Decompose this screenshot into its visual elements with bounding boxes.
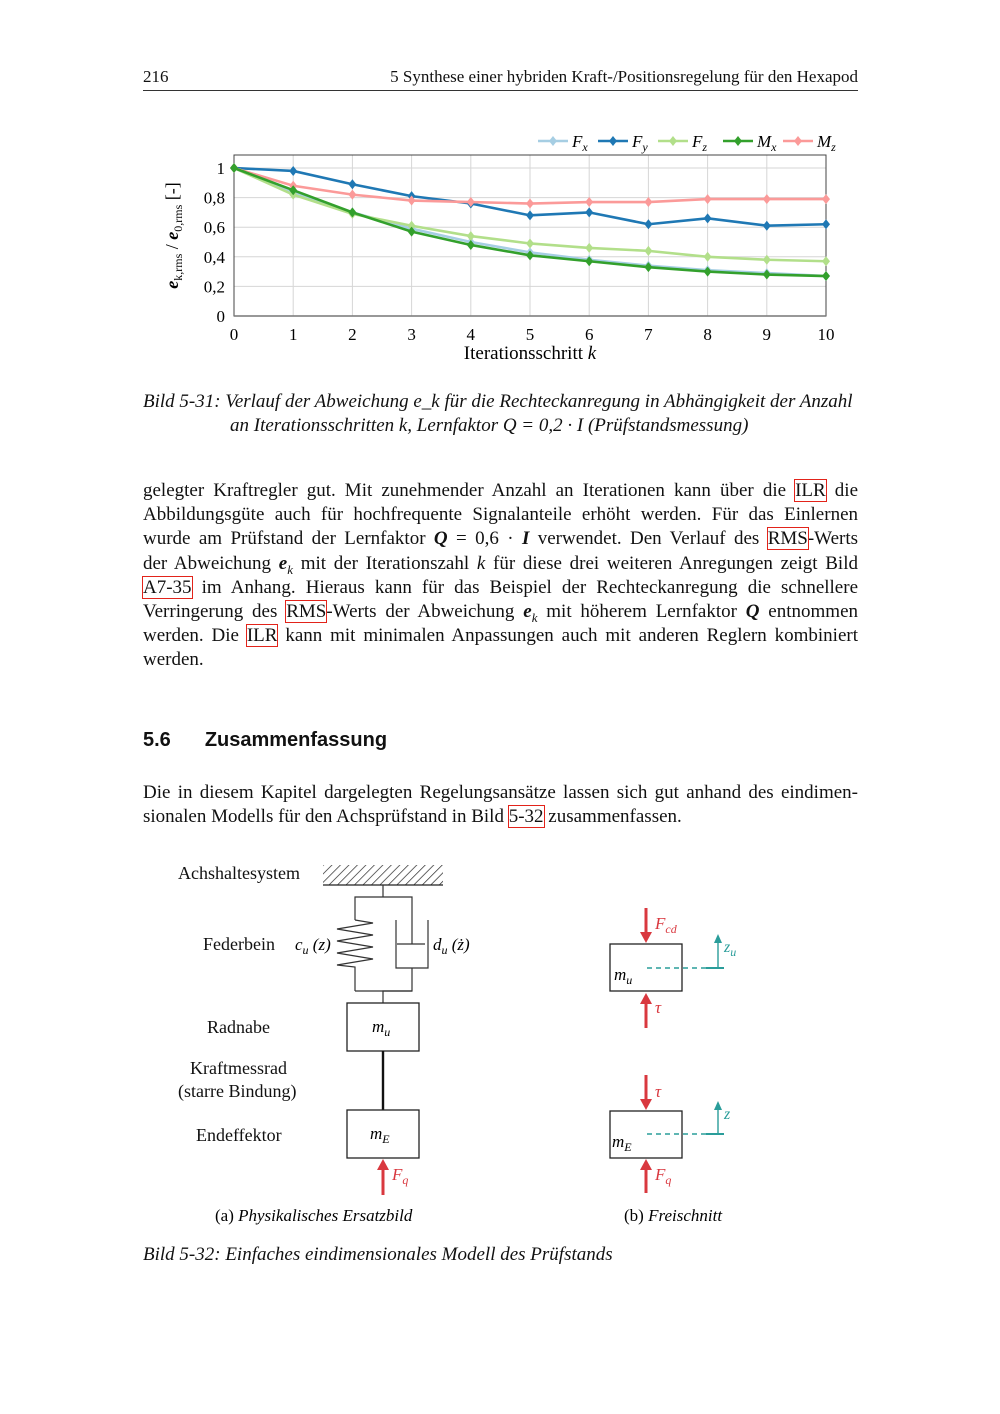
force-fq-label: $F_q$ — [392, 1165, 409, 1187]
cross-reference-link[interactable]: 5-32 — [508, 806, 544, 828]
cross-reference-link[interactable]: RMS — [286, 600, 327, 622]
x-tick-label: 10 — [817, 325, 835, 344]
label-endeffektor: Endeffektor — [196, 1125, 282, 1145]
y-tick-label: 1 — [216, 159, 225, 178]
running-header: 5 Synthese einer hybriden Kraft-/Positionsregelung für den Hexapod — [390, 67, 858, 86]
displacement-arrow-icon — [714, 1101, 722, 1110]
arrow-up-icon — [377, 1159, 389, 1170]
spring-damper — [337, 885, 428, 1003]
math-symbol: I — [521, 528, 530, 550]
text: sionalen Modells für den Achsprüfstand in Bild — [143, 806, 509, 828]
freebody-mu-label: $m_u$ — [614, 965, 633, 987]
force-fcd-label: $F_{cd}$ — [655, 914, 677, 936]
text: mit höherem Lernfaktor — [537, 600, 746, 622]
text: für diese drei weiteren Anregungen zeigt Bild — [485, 552, 858, 574]
x-tick-label: 2 — [348, 325, 357, 344]
x-tick-label: 3 — [407, 325, 416, 344]
displacement-arrow-icon — [714, 934, 722, 943]
math-symbol: $e_k$ — [278, 552, 293, 577]
arrow-down-icon — [640, 932, 652, 943]
spring-icon — [337, 920, 373, 991]
caption-line: an Iterationsschritten k, Lernfaktor Q = 0,2 · I (Prüfstandsmessung) — [230, 415, 749, 436]
force-tau-label: τ — [655, 1082, 662, 1101]
math-symbol: Q — [433, 528, 448, 550]
text: zusammenfassen. — [543, 806, 682, 828]
text: mit der Iterationszahl — [292, 552, 477, 574]
text: -Werts — [807, 528, 858, 550]
text: gelegter Kraftregler gut. Mit zunehmender Anzahl an Iterationen kann über die — [143, 480, 796, 501]
y-tick-label: 0,2 — [203, 277, 225, 297]
spring-label: $c_u$ (z) — [295, 935, 331, 957]
legend-label: $M_x$ — [757, 132, 777, 154]
mass-me-label: $m_E$ — [370, 1124, 390, 1146]
label-federbein: Federbein — [203, 934, 275, 954]
text: wurde am Prüfstand der Lernfaktor — [143, 528, 434, 550]
y-tick-label: 0,6 — [203, 218, 225, 238]
arrow-up-icon — [640, 1159, 652, 1170]
math-symbol: Q — [745, 600, 760, 622]
x-axis-label: Iterationsschritt k — [463, 343, 597, 364]
legend-label: $F_z$ — [692, 132, 708, 154]
text: entnommen — [759, 600, 858, 622]
mass-mu-label: $m_u$ — [372, 1017, 391, 1039]
legend-label: $M_z$ — [817, 132, 836, 154]
text: die — [825, 480, 858, 501]
text: im Anhang. Hieraus kann für das Beispiel der Rechteckanregung die schnellere — [191, 576, 858, 598]
displacement-zu-label: $z_u$ — [724, 939, 737, 959]
fixed-ground-hatch — [323, 865, 443, 885]
text: Die in diesem Kapitel dargelegten Regelungsansätze lassen sich gut anhand des eindimen- — [143, 782, 858, 803]
section-title: Zusammenfassung — [204, 729, 388, 751]
math-symbol: k — [476, 552, 486, 574]
x-tick-label: 9 — [762, 325, 772, 344]
y-tick-label: 0,8 — [203, 188, 225, 208]
label-radnabe: Radnabe — [207, 1017, 270, 1037]
legend-label: $F_y$ — [632, 132, 648, 154]
cross-reference-link[interactable]: ILR — [246, 625, 278, 647]
label-achshaltesystem: Achshaltesystem — [178, 863, 300, 883]
cross-reference-link[interactable]: RMS — [767, 528, 808, 550]
legend-label: $F_x$ — [572, 132, 588, 154]
damper-label: $d_u$ (ż) — [433, 935, 470, 957]
text: verwendet. Den Verlauf des — [529, 528, 768, 550]
force-tau-label: τ — [655, 998, 662, 1017]
x-tick-label: 5 — [525, 325, 535, 344]
math-symbol: $e_k$ — [523, 600, 538, 625]
x-tick-label: 0 — [229, 325, 239, 344]
text: Abbildungsgüte auch für hochfrequente Signalanteile erhöht werden. Für das Einlernen — [143, 504, 858, 526]
arrow-down-icon — [640, 1099, 652, 1110]
x-tick-label: 1 — [288, 325, 298, 344]
x-tick-label: 6 — [584, 325, 594, 344]
text: -Werts der Abweichung — [326, 600, 524, 622]
y-tick-label: 0,4 — [203, 247, 225, 267]
text: der Abweichung — [143, 552, 279, 574]
text: werden. — [143, 649, 204, 671]
y-tick-label: 0 — [216, 307, 225, 326]
freebody-me-label: $m_E$ — [612, 1132, 632, 1154]
text: kann mit minimalen Anpassungen auch mit anderen Reglern kombiniert — [277, 625, 858, 647]
y-axis-label: $e_{k,rms} / e_{0,rms}$ [-] — [162, 182, 185, 289]
label-starre-bindung: (starre Bindung) — [178, 1081, 297, 1101]
page-number: 216 — [143, 67, 169, 86]
text: = 0,6 · — [447, 528, 522, 550]
subcaption-b: (b) Freischnitt — [624, 1206, 723, 1225]
x-tick-label: 7 — [644, 325, 653, 344]
cross-reference-link[interactable]: A7-35 — [143, 576, 192, 598]
x-tick-label: 4 — [466, 325, 476, 344]
force-fq-label: $F_q$ — [655, 1165, 672, 1187]
section-number: 5.6 — [143, 729, 171, 751]
caption-line: Bild 5-31: Verlauf der Abweichung e_k für die Rechteckanregung in Abhängigkeit der Anzahl — [143, 391, 853, 412]
figure-caption-5-32: Bild 5-32: Einfaches eindimensionales Modell des Prüfstands — [143, 1244, 613, 1265]
label-kraftmessrad: Kraftmessrad — [190, 1058, 287, 1078]
text: Verringerung des — [143, 600, 287, 622]
displacement-z-label: z — [724, 1106, 731, 1123]
cross-reference-link[interactable]: ILR — [795, 480, 826, 501]
subcaption-a: (a) Physikalisches Ersatzbild — [215, 1206, 413, 1225]
x-tick-label: 8 — [703, 325, 712, 344]
arrow-up-icon — [640, 993, 652, 1004]
text: werden. Die — [143, 625, 247, 647]
